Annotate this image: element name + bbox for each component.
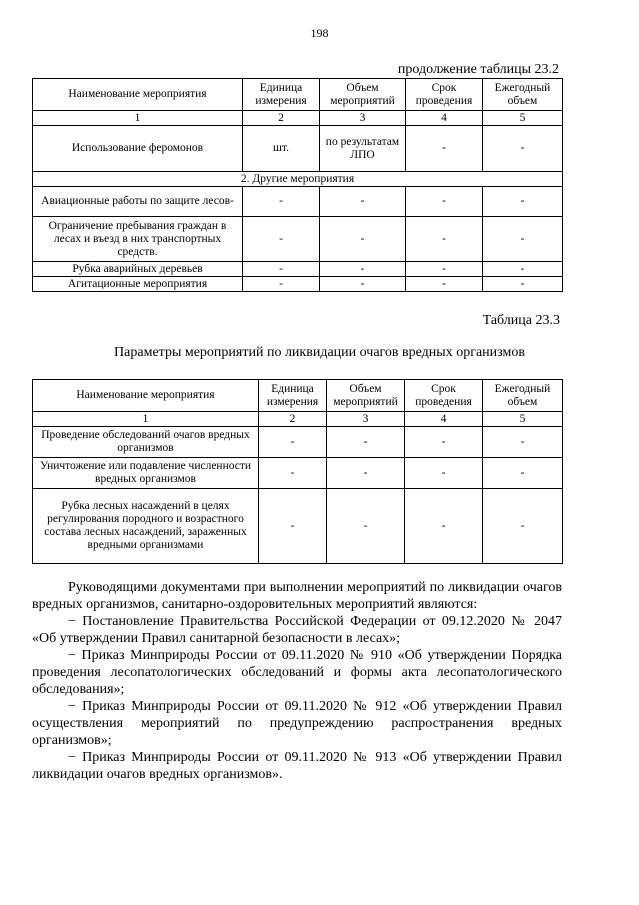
table-cell: -: [483, 427, 563, 458]
header-cell: Наименование мероприятия: [33, 79, 243, 111]
table-cell: -: [406, 187, 483, 217]
header-cell: Объем мероприятий: [320, 79, 406, 111]
table-cell: Использование феромонов: [33, 126, 243, 172]
table-cell: -: [405, 427, 483, 458]
table-cell: -: [483, 126, 563, 172]
table-cell: -: [406, 277, 483, 292]
header-row: [33, 380, 563, 412]
table-cell: -: [406, 217, 483, 262]
table-cell: -: [259, 427, 327, 458]
table-row: [33, 187, 563, 217]
paragraph-intro: Руководящими документами при выполнении мероприятий по ликвидации очагов вредных организмов, санитарно-оздоровительных мероприятий являются:: [32, 580, 562, 612]
table-cell: Уничтожение или подавление численности вредных организмов: [33, 458, 259, 489]
header-cell: Срок проведения: [405, 380, 483, 412]
column-number-cell: 1: [33, 111, 243, 126]
column-number-cell: 4: [406, 111, 483, 126]
table-row: [33, 126, 563, 172]
table-cell: -: [243, 217, 320, 262]
table-23-3: [32, 379, 563, 564]
table-cell: -: [327, 458, 405, 489]
table-row: [33, 217, 563, 262]
table-cell: -: [320, 277, 406, 292]
table-cell: -: [259, 489, 327, 564]
column-number-cell: 4: [405, 412, 483, 427]
table-cell: -: [327, 489, 405, 564]
table-cell: Рубка аварийных деревьев: [33, 262, 243, 277]
table-row: [33, 489, 563, 564]
table-cell: -: [320, 217, 406, 262]
column-number-cell: 5: [483, 412, 563, 427]
section-label: 2. Другие мероприятия: [33, 172, 563, 187]
table-cell: шт.: [243, 126, 320, 172]
table-title: Параметры мероприятий по ликвидации очагов вредных организмов: [114, 345, 525, 360]
table-cell: -: [483, 277, 563, 292]
table-cell: -: [243, 277, 320, 292]
list-item-document: − Приказ Минприроды России от 09.11.2020 № 912 «Об утверждении Правил осуществления мероприятий по предупреждению распространения вредных организмов»;: [32, 699, 562, 748]
table-cell: Агитационные мероприятия: [33, 277, 243, 292]
table-label: Таблица 23.3: [482, 313, 560, 328]
table-cell: -: [243, 187, 320, 217]
table-cell: Рубка лесных насаждений в целях регулирования породного и возрастного состава лесных насаждений, зараженных вредными организмами: [33, 489, 259, 564]
list-item-document: − Приказ Минприроды России от 09.11.2020 № 910 «Об утверждении Порядка проведения лесопатологических обследований и формы акта лесопатологического обследования»;: [32, 648, 562, 697]
header-cell: Объем мероприятий: [327, 380, 405, 412]
column-number-cell: 2: [243, 111, 320, 126]
header-cell: Ежегодный объем: [483, 380, 563, 412]
table-cell: -: [483, 458, 563, 489]
table-cell: Авиационные работы по защите лесов-: [33, 187, 243, 217]
table-cell: -: [405, 458, 483, 489]
table-row: [33, 427, 563, 458]
column-number-cell: 1: [33, 412, 259, 427]
table-cell: -: [483, 187, 563, 217]
table-continuation-caption: продолжение таблицы 23.2: [397, 62, 559, 77]
table-cell: -: [320, 187, 406, 217]
table-cell: -: [243, 262, 320, 277]
table-cell: Ограничение пребывания граждан в лесах и въезд в них транспортных средств.: [33, 217, 243, 262]
table-cell: -: [259, 458, 327, 489]
column-number-row: [33, 111, 563, 126]
table-cell: -: [327, 427, 405, 458]
table-cell: -: [483, 262, 563, 277]
table-cell: по результатам ЛПО: [320, 126, 406, 172]
table-cell: -: [320, 262, 406, 277]
column-number-cell: 5: [483, 111, 563, 126]
column-number-cell: 3: [320, 111, 406, 126]
table-row: [33, 262, 563, 277]
table-cell: -: [406, 262, 483, 277]
table-cell: -: [406, 126, 483, 172]
table-row: [33, 458, 563, 489]
table-23-2: [32, 78, 563, 292]
page-number: 198: [310, 26, 329, 40]
column-number-cell: 2: [259, 412, 327, 427]
header-cell: Единица измерения: [259, 380, 327, 412]
header-cell: Срок проведения: [406, 79, 483, 111]
header-cell: Единица измерения: [243, 79, 320, 111]
column-number-cell: 3: [327, 412, 405, 427]
header-cell: Ежегодный объем: [483, 79, 563, 111]
table-cell: Проведение обследований очагов вредных организмов: [33, 427, 259, 458]
header-cell: Наименование мероприятия: [33, 380, 259, 412]
list-item-document: − Приказ Минприроды России от 09.11.2020 № 913 «Об утверждении Правил ликвидации очагов вредных организмов».: [32, 750, 562, 782]
section-row: [33, 172, 563, 187]
table-cell: -: [405, 489, 483, 564]
header-row: [33, 79, 563, 111]
column-number-row: [33, 412, 563, 427]
table-row: [33, 277, 563, 292]
table-cell: -: [483, 217, 563, 262]
table-cell: -: [483, 489, 563, 564]
body-text: [32, 579, 562, 783]
list-item-document: − Постановление Правительства Российской Федерации от 09.12.2020 № 2047 «Об утверждении Правил санитарной безопасности в лесах»;: [32, 614, 562, 646]
